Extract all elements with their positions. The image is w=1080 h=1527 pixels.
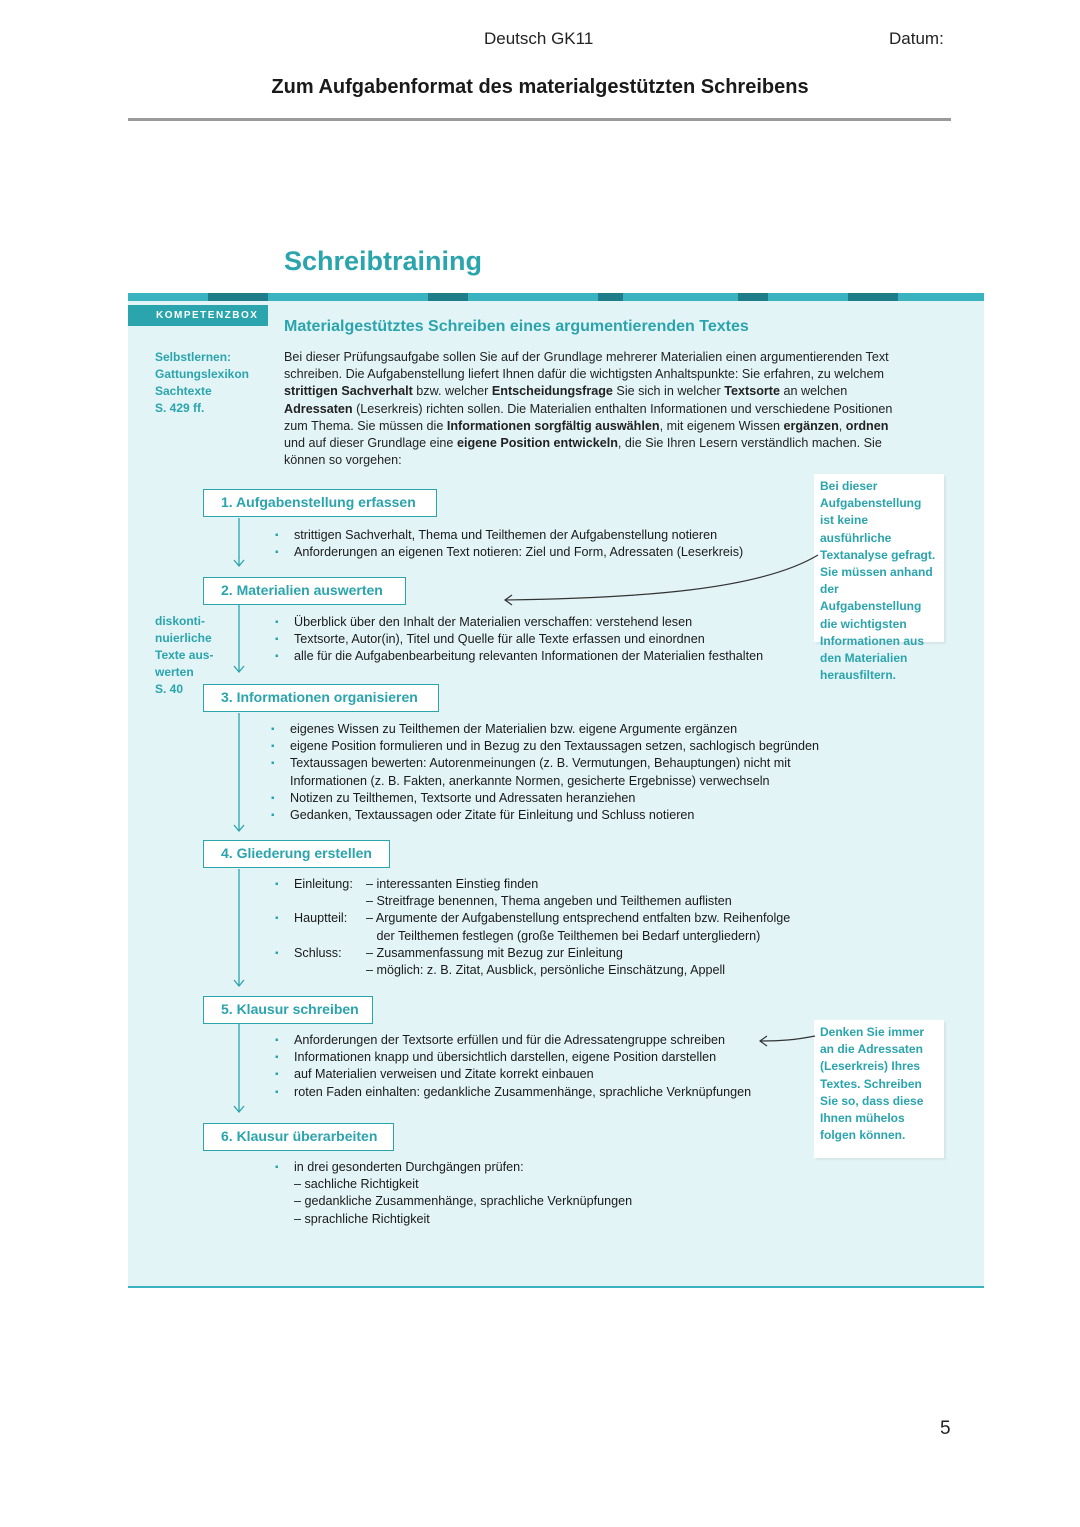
step-3-list [271, 721, 851, 824]
list-item: ▪ roten Faden einhalten: gedankliche Zusammenhänge, sprachliche Verknüpfungen [275, 1084, 751, 1101]
dash-item: – gedankliche Zusammenhänge, sprachliche Verknüpfungen [294, 1194, 633, 1209]
page-number: 5 [940, 1418, 951, 1439]
step-1-list [275, 527, 743, 561]
step-5-box: 5. Klausur schreiben [203, 996, 373, 1024]
outline-label: ▪ Schluss: [294, 945, 342, 960]
intro-paragraph: Bei dieser Prüfungsaufgabe sollen Sie auf der Grundlage mehrerer Materialien einen argumentierenden Text schreiben. Die Aufgabenstellung liefert Ihnen dafür die wichtigsten Anhaltspunkte: Sie erfahren, zu welchem strittigen Sachverhalt bzw. welcher Entscheidungsfrage Sie sich in welcher Textsorte an welchen Adressaten (Leserkreis) richten sollen. Die Materialien enthalten Informationen und verschiedene Positionen zum Thema. Sie müssen die Informationen sorgfältig auswählen, mit eigenem Wissen ergänzen, ordnen und auf dieser Grundlage eine eigene Position entwickeln, die Sie Ihren Lesern verständlich machen. Sie können so vorgehen: [284, 350, 893, 468]
step-6-box: 6. Klausur überarbeiten [203, 1123, 394, 1151]
list-item: ▪ Anforderungen an eigenen Text notieren: Ziel und Form, Adressaten (Leserkreis) [275, 544, 743, 561]
outline-item: – Streitfrage benennen, Thema angeben und Teilthemen auflisten [366, 894, 732, 909]
step-5-list [275, 1032, 751, 1101]
side-note-textanalyse: Bei dieser Aufgabenstellung ist keine ausführliche Textanalyse gefragt. Sie müssen anhand der Aufgabenstellung die wichtigsten Informationen aus den Materialien herausfiltern. [814, 474, 944, 642]
list-item: ▪ auf Materialien verweisen und Zitate korrekt einbauen [275, 1066, 751, 1083]
margin-note-line: Texte aus- [155, 648, 214, 662]
kompetenzbox-badge: KOMPETENZBOX [128, 305, 268, 326]
outline-group-einleitung [275, 876, 790, 910]
outline-group-schluss [275, 945, 790, 979]
outline-item: – interessanten Einstieg finden [366, 877, 539, 891]
outline-item: – Zusammenfassung mit Bezug zur Einleitung [366, 945, 623, 960]
section-heading: Schreibtraining [284, 246, 483, 276]
step-1-box: 1. Aufgabenstellung erfassen [203, 489, 437, 517]
list-item: ▪ eigenes Wissen zu Teilthemen der Materialien bzw. eigene Argumente ergänzen [271, 721, 851, 738]
list-item: ▪ Textaussagen bewerten: Autorenmeinungen (z. B. Vermutungen, Behauptungen) nicht mit Informationen (z. B. Fakten, anerkannte Normen, gesicherte Ergebnisse) verwechseln [271, 755, 851, 789]
dash-item: – sprachliche Richtigkeit [294, 1211, 430, 1226]
outline-item: – möglich: z. B. Zitat, Ausblick, persönliche Einschätzung, Appell [366, 963, 726, 978]
list-item: ▪ alle für die Aufgabenbearbeitung relevanten Informationen der Materialien festhalten [275, 648, 763, 665]
list-item: ▪ in drei gesonderten Durchgängen prüfen: [275, 1159, 632, 1176]
margin-note-line: S. 40 [155, 682, 184, 696]
list-item: ▪ Anforderungen der Textsorte erfüllen und für die Adressatengruppe schreiben [275, 1032, 751, 1049]
list-item: ▪ Gedanken, Textaussagen oder Zitate für Einleitung und Schluss notieren [271, 807, 851, 824]
margin-note-line: S. 429 ff. [155, 401, 205, 415]
dash-item: – sachliche Richtigkeit [294, 1177, 419, 1192]
outline-label: ▪ Einleitung: [294, 877, 353, 891]
list-item: ▪ Notizen zu Teilthemen, Textsorte und Adressaten heranziehen [271, 790, 851, 807]
step-3-box: 3. Informationen organisieren [203, 684, 439, 712]
list-item: ▪ Textsorte, Autor(in), Titel und Quelle für alle Texte erfassen und einordnen [275, 631, 763, 648]
list-item: ▪ Überblick über den Inhalt der Materialien verschaffen: verstehend lesen [275, 614, 763, 631]
outline-group-hauptteil [275, 910, 790, 944]
outline-item: – Argumente der Aufgabenstellung entsprechend entfalten bzw. Reihenfolge [366, 911, 791, 926]
list-item: ▪ strittigen Sachverhalt, Thema und Teilthemen der Aufgabenstellung notieren [275, 527, 743, 544]
list-item: ▪ Informationen knapp und übersichtlich darstellen, eigene Position darstellen [275, 1049, 751, 1066]
step-4-outline [275, 876, 790, 979]
box-title: Materialgestütztes Schreiben eines argumentierenden Textes [284, 318, 749, 335]
margin-note-line: Selbstlernen: [155, 350, 232, 364]
step-2-list [275, 614, 763, 666]
step-6-list [275, 1159, 632, 1228]
margin-note-line: nuierliche [155, 631, 212, 645]
margin-note-line: werten [155, 665, 194, 679]
outline-item: der Teilthemen festlegen (große Teilthemen bei Bedarf untergliedern) [366, 928, 761, 943]
course-label: Deutsch GK11 [484, 29, 594, 48]
document-title: Zum Aufgabenformat des materialgestützten Schreibens [271, 76, 809, 98]
step-2-box: 2. Materialien auswerten [203, 577, 406, 605]
date-label: Datum: [889, 29, 944, 48]
outline-label: ▪ Hauptteil: [294, 911, 348, 926]
margin-note-line: diskonti- [155, 614, 205, 628]
list-item: ▪ eigene Position formulieren und in Bezug zu den Textaussagen setzen, sachlogisch begründen [271, 738, 851, 755]
side-note-adressaten: Denken Sie immer an die Adressaten (Leserkreis) Ihres Textes. Schreiben Sie so, dass diese Ihnen mühelos folgen können. [814, 1020, 944, 1158]
margin-note-line: Gattungslexikon [155, 367, 250, 381]
margin-note-line: Sachtexte [155, 384, 212, 398]
step-4-box: 4. Gliederung erstellen [203, 840, 390, 868]
